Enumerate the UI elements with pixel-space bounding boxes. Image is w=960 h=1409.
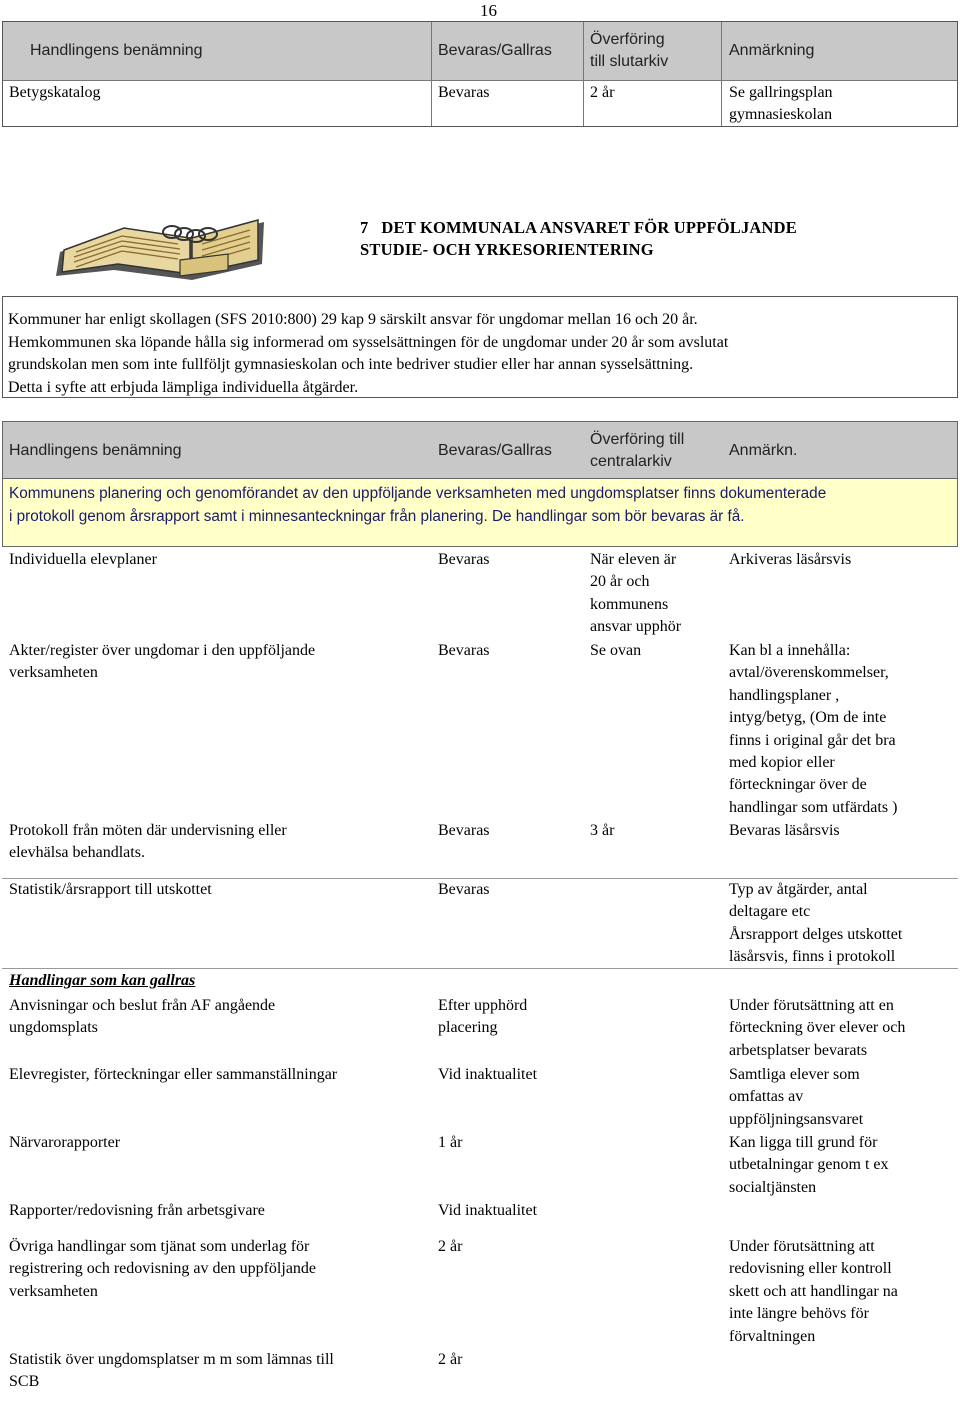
row-transfer: 3 år [590, 822, 615, 839]
note-line: Kommunens planering och genomförandet av den uppföljande verksamheten med ungdomsplatser finns dokumenterade [9, 485, 827, 502]
gallras-section-title: Handlingar som kan gallras [9, 972, 196, 989]
t2-header-keep: Bevaras/Gallras [438, 442, 552, 459]
top-header-transfer: Överföring till slutarkiv [590, 31, 669, 70]
gallras-row-keep: 2 år [438, 1238, 463, 1255]
row-transfer: Se ovan [590, 642, 642, 659]
top-header-keep: Bevaras/Gallras [438, 42, 552, 59]
gallras-row-keep: Vid inaktualitet [438, 1066, 538, 1083]
gallras-row-keep: 1 år [438, 1134, 463, 1151]
row-keep: Bevaras [438, 822, 490, 839]
note-line: i protokoll genom årsrapport samt i minnesanteckningar från planering. De handlingar som bör bevaras är få. [9, 507, 745, 525]
top-row-transfer: 2 år [590, 84, 615, 101]
row-keep: Bevaras [438, 881, 490, 898]
gallras-row-name: Elevregister, förteckningar eller sammanställningar [9, 1066, 338, 1083]
row-remark: Bevaras läsårsvis [729, 822, 840, 839]
top-header-remark: Anmärkning [729, 42, 815, 59]
row-remark: Kan bl a innehålla: avtal/överenskommelser, handlingsplaner , intyg/betyg, (Om de inte finns i original går det bra med kopior eller förteckningar över de handlingar som utfärdats ) [729, 642, 898, 816]
gallras-row-remark: Under förutsättning att en förteckning över elever och arbetsplatser bevarats [729, 997, 906, 1059]
open-book-icon [52, 212, 267, 287]
gallras-row-remark: Under förutsättning att redovisning eller kontroll skett och att handlingar na inte längre behövs för förvaltningen [729, 1238, 898, 1345]
intro-line: Hemkommunen ska löpande hålla sig informerad om sysselsättningen för de ungdomar under 20 år som avslutat [8, 333, 729, 351]
t2-header-remark: Anmärkn. [729, 442, 798, 459]
gallras-row-name: Statistik över ungdomsplatser m m som lämnas till SCB [9, 1351, 334, 1391]
row-name: Statistik/årsrapport till utskottet [9, 881, 212, 898]
row-name: Akter/register över ungdomar i den uppföljande verksamheten [9, 642, 316, 682]
table2-note [9, 483, 954, 528]
gallras-row-name: Anvisningar och beslut från AF angående ungdomsplats [9, 997, 276, 1037]
top-header-name: Handlingens benämning [30, 42, 203, 59]
intro-line: grundskolan men som inte fullföljt gymnasieskolan och inte bedriver studier eller har annan sysselsättning. [8, 356, 694, 373]
row-keep: Bevaras [438, 642, 490, 659]
gallras-row-keep: Vid inaktualitet [438, 1202, 538, 1219]
gallras-row-name: Övriga handlingar som tjänat som underlag för registrering och redovisning av den uppföljande verksamheten [9, 1238, 317, 1300]
gallras-row-name: Närvarorapporter [9, 1134, 121, 1151]
section-title-line1: 7 DET KOMMUNALA ANSVARET FÖR UPPFÖLJANDE [360, 218, 797, 237]
row-remark: Typ av åtgärder, antal deltagare etc Årsrapport delges utskottet läsårsvis, finns i protokoll [729, 881, 903, 966]
row-keep: Bevaras [438, 551, 490, 568]
row-name: Protokoll från möten där undervisning eller elevhälsa behandlats. [9, 822, 287, 862]
gallras-row-remark: Samtliga elever som omfattas av uppföljningsansvaret [729, 1066, 864, 1128]
page-number: 16 [480, 1, 497, 20]
row-transfer: När eleven är 20 år och kommunens ansvar upphör [590, 551, 682, 636]
gallras-row-name: Rapporter/redovisning från arbetsgivare [9, 1202, 265, 1219]
intro-line: Detta i syfte att erbjuda lämpliga individuella åtgärder. [8, 378, 359, 396]
t2-header-name: Handlingens benämning [9, 442, 182, 459]
top-row-keep: Bevaras [438, 84, 490, 101]
t2-header-transfer: Överföring till centralarkiv [590, 431, 685, 470]
section-title [360, 217, 920, 261]
top-row-name: Betygskatalog [9, 84, 101, 101]
intro-text [8, 309, 952, 399]
top-row-remark: Se gallringsplan gymnasieskolan [729, 84, 833, 123]
section-title-line2: STUDIE- OCH YRKESORIENTERING [360, 240, 654, 259]
gallras-row-remark: Kan ligga till grund för utbetalningar genom t ex socialtjänsten [729, 1134, 889, 1196]
gallras-row-keep: Efter upphörd placering [438, 997, 528, 1037]
row-remark: Arkiveras läsårsvis [729, 551, 852, 568]
gallras-row-keep: 2 år [438, 1351, 463, 1368]
row-name: Individuella elevplaner [9, 551, 157, 568]
intro-line: Kommuner har enligt skollagen (SFS 2010:800) 29 kap 9 särskilt ansvar för ungdomar mellan 16 och 20 år. [8, 311, 698, 328]
